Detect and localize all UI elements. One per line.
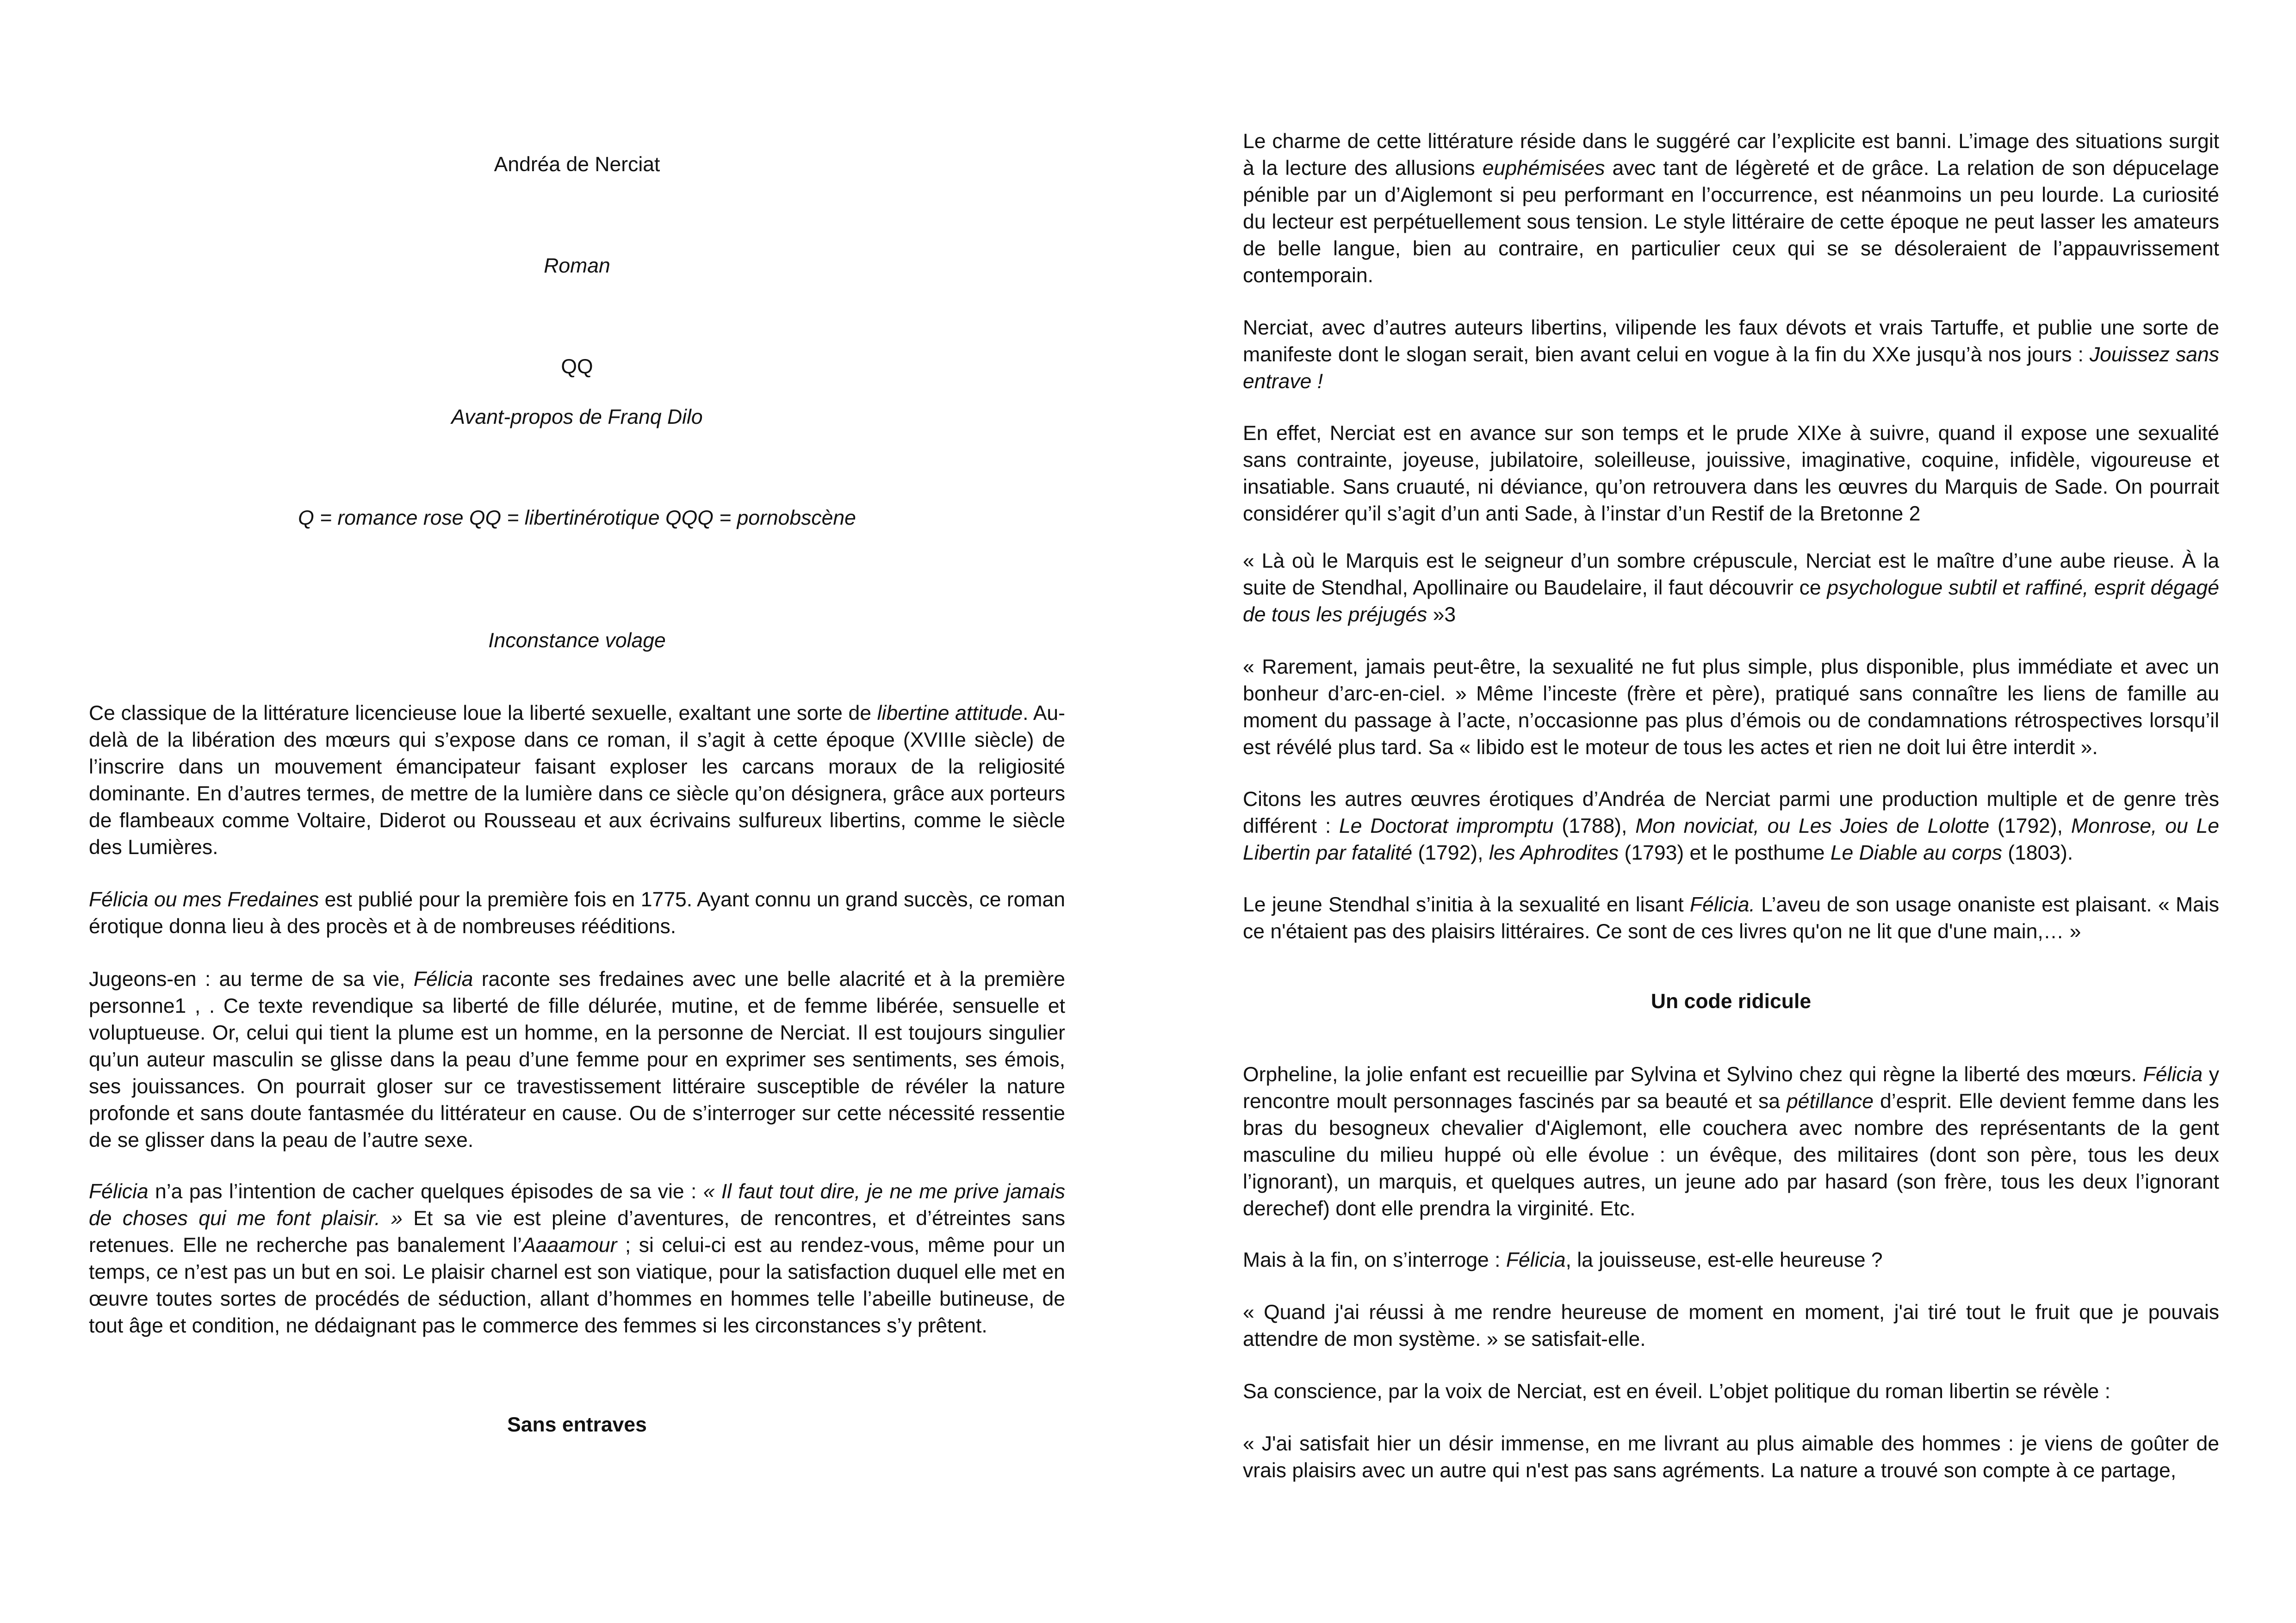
paragraph: « Rarement, jamais peut-être, la sexualité ne fut plus simple, plus disponible, plus immédiate et avec un bonheur d’arc-en-ciel. » Même l’inceste (frère et père), pratiqué sans connaître les liens de famille au moment du passage à l’acte, n’occasionne pas plus d’émois ou de condamnations rétrospectives lorsqu’il est révélé plus tard. Sa « libido est le moteur de tous les actes et rien ne doit lui être interdit ».: [1243, 656, 2219, 759]
section-heading-un-code-ridicule: Un code ridicule: [1651, 990, 1812, 1013]
paragraph: Sa conscience, par la voix de Nerciat, est en éveil. L’objet politique du roman libertin se révèle :: [1243, 1380, 2110, 1403]
rating-legend: Q = romance rose QQ = libertinérotique QQQ = pornobscène: [298, 507, 856, 529]
paragraph: Nerciat, avec d’autres auteurs libertins, vilipende les faux dévots et vrais Tartuffe, et publie une sorte de manifeste dont le slogan serait, bien avant celui en vogue à la fin du XXe jusqu’à nos jours : Jouissez sans entrave !: [1243, 316, 2219, 393]
paragraph: Mais à la fin, on s’interroge : Félicia, la jouisseuse, est-elle heureuse ?: [1243, 1249, 1883, 1271]
paragraph: « Quand j'ai réussi à me rendre heureuse de moment en moment, j'ai tiré tout le fruit que je pouvais attendre de mon système. » se satisfait-elle.: [1243, 1301, 2219, 1350]
paragraph: Le charme de cette littérature réside dans le suggéré car l’explicite est banni. L’image des situations surgit à la lecture des allusions euphémisées avec tant de légèreté et de grâce. La relation de son dépucelage pénible par un d’Aiglemont si peu performant en l’occurrence, est néanmoins un peu lourde. La curiosité du lecteur est perpétuellement sous tension. Le style littéraire de cette époque ne peut lasser les amateurs de belle langue, bien au contraire, en particulier ceux qui se se désoleraient de l’appauvrissement contemporain.: [1243, 130, 2219, 287]
rating-label: QQ: [561, 355, 593, 378]
paragraph: Citons les autres œuvres érotiques d’Andréa de Nerciat parmi une production multiple et de genre très différent : Le Doctorat impromptu (1788), Mon noviciat, ou Les Joies de Lolotte (1792), Monrose, ou Le Libertin par fatalité (1792), les Aphrodites (1793) et le posthume Le Diable au corps (1803).: [1243, 788, 2220, 864]
genre-label: Roman: [544, 254, 610, 277]
paragraph: Ce classique de la littérature licencieuse loue la liberté sexuelle, exaltant une sorte de libertine attitude. Au-delà de la libération des mœurs qui s’expose dans ce roman, il s’agit à cette époque (XVIIIe siècle) de l’inscrire dans un mouvement émancipateur faisant exploser les carcans moraux de la religiosité dominante. En d’autres termes, de mettre de la lumière dans ce siècle qu’on désignera, grâce aux porteurs de flambeaux comme Voltaire, Diderot ou Rousseau et aux écrivains sulfureux libertins, comme le siècle des Lumières.: [89, 702, 1065, 859]
paragraph: En effet, Nerciat est en avance sur son temps et le prude XIXe à suivre, quand il expose une sexualité sans contrainte, joyeuse, jubilatoire, soleilleuse, jouissive, imaginative, coquine, infidèle, vigoureuse et insatiable. Sans cruauté, ni déviance, qu’on retrouvera dans les œuvres du Marquis de Sade. On pourrait considérer qu’il s’agit d’un anti Sade, à l’instar d’un Restif de la Bretonne 2: [1243, 422, 2219, 525]
paragraph: « Là où le Marquis est le seigneur d’un sombre crépuscule, Nerciat est le maître d’une aube rieuse. À la suite de Stendhal, Apollinaire ou Baudelaire, il faut découvrir ce psychologue subtil et raffiné, esprit dégagé de tous les préjugés »3: [1243, 550, 2219, 626]
paragraph: Le jeune Stendhal s’initia à la sexualité en lisant Félicia. L’aveu de son usage onaniste est plaisant. « Mais ce n'étaient pas des plaisirs littéraires. Ce sont de ces livres qu'on ne lit que d'une main,… »: [1243, 893, 2219, 943]
paragraph: Jugeons-en : au terme de sa vie, Félicia raconte ses fredaines avec une belle alacrité et à la première personne1 , . Ce texte revendique sa liberté de fille délurée, mutine, et de femme libérée, sensuelle et voluptueuse. Or, celui qui tient la plume est un homme, en la personne de Nerciat. Il est toujours singulier qu’un auteur masculin se glisse dans la peau d’une femme pour en exprimer ses sentiments, ses émois, ses jouissances. On pourrait gloser sur ce travestissement littéraire susceptible de révéler la nature profonde et sans doute fantasmée du littérateur en cause. Ou de s’interroger sur cette nécessité ressentie de se glisser dans la peau de l’autre sexe.: [89, 968, 1065, 1152]
paragraph: Orpheline, la jolie enfant est recueillie par Sylvina et Sylvino chez qui règne la liberté des mœurs. Félicia y rencontre moult personnages fascinés par sa beauté et sa pétillance d’esprit. Elle devient femme dans les bras du besogneux chevalier d'Aiglemont, elle couchera avec nombre des représentants de la gent masculine du milieu huppé où elle évolue : un évêque, des militaires (dont son père, tous les deux l’ignorant), un marquis, et quelques autres, un jeune ado par hasard (son frère, tous les deux l’ignorant derechef) dont elle prendra la virginité. Etc.: [1243, 1063, 2220, 1220]
paragraph: Félicia n’a pas l’intention de cacher quelques épisodes de sa vie : « Il faut tout dire, je ne me prive jamais de choses qui me font plaisir. » Et sa vie est pleine d’aventures, de rencontres, et d’étreintes sans retenues. Elle ne recherche pas banalement l’Aaaamour ; si celui-ci est au rendez-vous, même pour un temps, ce n’est pas un but en soi. Le plaisir charnel est son viatique, pour la satisfaction duquel elle met en œuvre toutes sortes de procédés de séduction, allant d’hommes en hommes telle l’abeille butineuse, de tout âge et condition, ne dédaignant pas le commerce des femmes si les circonstances s’y prêtent.: [89, 1180, 1066, 1337]
section-heading-sans-entraves: Sans entraves: [507, 1413, 647, 1436]
section-heading-inconstance: Inconstance volage: [488, 629, 666, 652]
author-name: Andréa de Nerciat: [494, 153, 660, 176]
paragraph: « J'ai satisfait hier un désir immense, en me livrant au plus aimable des hommes : je viens de goûter de vrais plaisirs avec un autre qui n'est pas sans agréments. La nature a trouvé son compte à ce partage,: [1243, 1432, 2219, 1482]
paragraph: Félicia ou mes Fredaines est publié pour la première fois en 1775. Ayant connu un grand succès, ce roman érotique donna lieu à des procès et à de nombreuses rééditions.: [89, 888, 1065, 938]
foreword-credit: Avant-propos de Franq Dilo: [451, 406, 703, 428]
